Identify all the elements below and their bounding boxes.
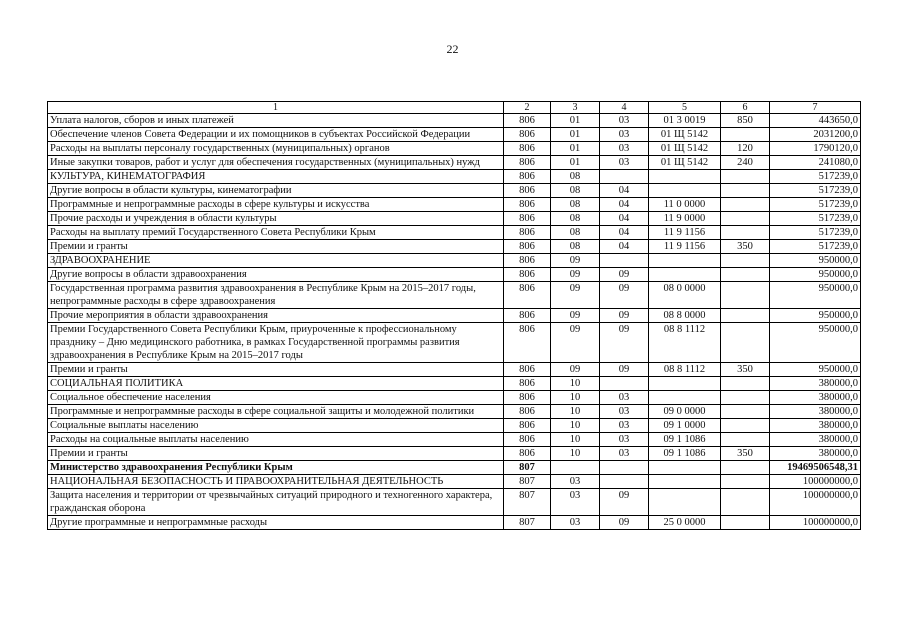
table-row — [48, 226, 861, 240]
row-name-cell: Премии Государственного Совета Республики Крым, приуроченные к профессиональному празднику – Дню медицинского работника, в рамках Государственной программы развития здравоохранения в Республике Крым на 2015–2017 годы — [48, 323, 504, 363]
table-row — [48, 114, 861, 128]
column-header: 6 — [721, 102, 770, 114]
expense-type-cell — [721, 309, 770, 323]
column-header-row — [48, 102, 861, 114]
amount-cell: 380000,0 — [770, 433, 861, 447]
target-item-cell: 11 9 1156 — [649, 226, 721, 240]
target-item-cell — [649, 391, 721, 405]
table-row — [48, 170, 861, 184]
section-cell: 10 — [551, 433, 600, 447]
chapter-code-cell: 806 — [504, 419, 551, 433]
table-row — [48, 309, 861, 323]
expense-type-cell: 120 — [721, 142, 770, 156]
target-item-cell — [649, 377, 721, 391]
chapter-code-cell: 806 — [504, 309, 551, 323]
target-item-cell: 01 Щ 5142 — [649, 156, 721, 170]
amount-cell: 517239,0 — [770, 170, 861, 184]
subsection-cell: 04 — [600, 226, 649, 240]
expense-type-cell — [721, 212, 770, 226]
row-name-cell: Прочие мероприятия в области здравоохранения — [48, 309, 504, 323]
row-name-cell: КУЛЬТУРА, КИНЕМАТОГРАФИЯ — [48, 170, 504, 184]
table-row — [48, 268, 861, 282]
expense-type-cell — [721, 461, 770, 475]
expense-type-cell — [721, 226, 770, 240]
table-row — [48, 282, 861, 309]
chapter-code-cell: 806 — [504, 142, 551, 156]
column-header: 3 — [551, 102, 600, 114]
amount-cell: 950000,0 — [770, 363, 861, 377]
row-name-cell: Расходы на социальные выплаты населению — [48, 433, 504, 447]
subsection-cell: 03 — [600, 142, 649, 156]
row-name-cell: Программные и непрограммные расходы в сфере культуры и искусства — [48, 198, 504, 212]
chapter-code-cell: 806 — [504, 377, 551, 391]
target-item-cell: 09 1 0000 — [649, 419, 721, 433]
amount-cell: 241080,0 — [770, 156, 861, 170]
target-item-cell — [649, 254, 721, 268]
expense-type-cell: 350 — [721, 363, 770, 377]
chapter-code-cell: 806 — [504, 184, 551, 198]
table-row — [48, 405, 861, 419]
expense-type-cell — [721, 128, 770, 142]
chapter-code-cell: 807 — [504, 475, 551, 489]
section-cell: 09 — [551, 254, 600, 268]
subsection-cell: 03 — [600, 128, 649, 142]
expense-type-cell — [721, 489, 770, 516]
amount-cell: 950000,0 — [770, 254, 861, 268]
section-cell: 08 — [551, 198, 600, 212]
amount-cell: 2031200,0 — [770, 128, 861, 142]
budget-table — [47, 101, 861, 530]
section-cell: 03 — [551, 489, 600, 516]
row-name-cell: Социальные выплаты населению — [48, 419, 504, 433]
section-cell: 03 — [551, 475, 600, 489]
amount-cell: 1790120,0 — [770, 142, 861, 156]
expense-type-cell — [721, 475, 770, 489]
subsection-cell — [600, 254, 649, 268]
row-name-cell: СОЦИАЛЬНАЯ ПОЛИТИКА — [48, 377, 504, 391]
target-item-cell: 01 Щ 5142 — [649, 142, 721, 156]
section-cell: 08 — [551, 226, 600, 240]
section-cell: 10 — [551, 377, 600, 391]
page-number: 22 — [446, 42, 459, 56]
subsection-cell: 04 — [600, 198, 649, 212]
target-item-cell: 25 0 0000 — [649, 516, 721, 530]
target-item-cell: 09 1 1086 — [649, 447, 721, 461]
expense-type-cell — [721, 323, 770, 363]
amount-cell: 517239,0 — [770, 240, 861, 254]
table-body — [48, 114, 861, 530]
table-row — [48, 516, 861, 530]
chapter-code-cell: 806 — [504, 363, 551, 377]
table-row — [48, 184, 861, 198]
row-name-cell: Уплата налогов, сборов и иных платежей — [48, 114, 504, 128]
target-item-cell: 01 Щ 5142 — [649, 128, 721, 142]
table-row — [48, 212, 861, 226]
expense-type-cell: 240 — [721, 156, 770, 170]
subsection-cell: 03 — [600, 433, 649, 447]
amount-cell: 950000,0 — [770, 309, 861, 323]
section-cell: 10 — [551, 447, 600, 461]
chapter-code-cell: 806 — [504, 198, 551, 212]
row-name-cell: ЗДРАВООХРАНЕНИЕ — [48, 254, 504, 268]
amount-cell: 950000,0 — [770, 268, 861, 282]
section-cell: 08 — [551, 170, 600, 184]
target-item-cell — [649, 475, 721, 489]
target-item-cell — [649, 170, 721, 184]
target-item-cell: 08 8 0000 — [649, 309, 721, 323]
section-cell: 08 — [551, 212, 600, 226]
amount-cell: 380000,0 — [770, 377, 861, 391]
expense-type-cell: 850 — [721, 114, 770, 128]
table-row — [48, 447, 861, 461]
amount-cell: 950000,0 — [770, 323, 861, 363]
row-name-cell: Премии и гранты — [48, 447, 504, 461]
chapter-code-cell: 806 — [504, 114, 551, 128]
table-row — [48, 433, 861, 447]
amount-cell: 517239,0 — [770, 184, 861, 198]
chapter-code-cell: 806 — [504, 254, 551, 268]
row-name-cell: Министерство здравоохранения Республики Крым — [48, 461, 504, 475]
row-name-cell: Другие вопросы в области культуры, кинематографии — [48, 184, 504, 198]
table-row — [48, 142, 861, 156]
subsection-cell: 09 — [600, 268, 649, 282]
amount-cell: 380000,0 — [770, 419, 861, 433]
chapter-code-cell: 806 — [504, 156, 551, 170]
target-item-cell — [649, 268, 721, 282]
row-name-cell: Расходы на выплаты персоналу государственных (муниципальных) органов — [48, 142, 504, 156]
chapter-code-cell: 807 — [504, 516, 551, 530]
subsection-cell: 03 — [600, 114, 649, 128]
amount-cell: 100000000,0 — [770, 489, 861, 516]
expense-type-cell — [721, 391, 770, 405]
row-name-cell: Премии и гранты — [48, 363, 504, 377]
section-cell: 01 — [551, 142, 600, 156]
subsection-cell: 03 — [600, 419, 649, 433]
row-name-cell: Иные закупки товаров, работ и услуг для обеспечения государственных (муниципальных) нужд — [48, 156, 504, 170]
column-header: 4 — [600, 102, 649, 114]
subsection-cell: 09 — [600, 363, 649, 377]
section-cell: 10 — [551, 405, 600, 419]
chapter-code-cell: 806 — [504, 268, 551, 282]
row-name-cell: Другие вопросы в области здравоохранения — [48, 268, 504, 282]
table-row — [48, 391, 861, 405]
chapter-code-cell: 806 — [504, 323, 551, 363]
subsection-cell: 03 — [600, 447, 649, 461]
table-row — [48, 475, 861, 489]
section-cell: 08 — [551, 184, 600, 198]
amount-cell: 100000000,0 — [770, 475, 861, 489]
row-name-cell: Программные и непрограммные расходы в сфере социальной защиты и молодежной политики — [48, 405, 504, 419]
target-item-cell: 11 9 1156 — [649, 240, 721, 254]
chapter-code-cell: 806 — [504, 433, 551, 447]
column-header: 2 — [504, 102, 551, 114]
table-row — [48, 461, 861, 475]
chapter-code-cell: 806 — [504, 226, 551, 240]
subsection-cell: 09 — [600, 323, 649, 363]
table-row — [48, 377, 861, 391]
section-cell: 01 — [551, 156, 600, 170]
chapter-code-cell: 806 — [504, 447, 551, 461]
chapter-code-cell: 806 — [504, 282, 551, 309]
subsection-cell: 04 — [600, 184, 649, 198]
subsection-cell: 04 — [600, 212, 649, 226]
chapter-code-cell: 807 — [504, 461, 551, 475]
expense-type-cell: 350 — [721, 240, 770, 254]
row-name-cell: Расходы на выплату премий Государственного Совета Республики Крым — [48, 226, 504, 240]
target-item-cell: 01 3 0019 — [649, 114, 721, 128]
target-item-cell: 08 0 0000 — [649, 282, 721, 309]
section-cell: 10 — [551, 419, 600, 433]
expense-type-cell — [721, 405, 770, 419]
column-header: 5 — [649, 102, 721, 114]
subsection-cell — [600, 170, 649, 184]
amount-cell: 380000,0 — [770, 391, 861, 405]
table-row — [48, 254, 861, 268]
expense-type-cell — [721, 282, 770, 309]
amount-cell: 950000,0 — [770, 282, 861, 309]
section-cell: 09 — [551, 282, 600, 309]
chapter-code-cell: 806 — [504, 391, 551, 405]
amount-cell: 380000,0 — [770, 405, 861, 419]
subsection-cell — [600, 377, 649, 391]
amount-cell: 517239,0 — [770, 212, 861, 226]
row-name-cell: НАЦИОНАЛЬНАЯ БЕЗОПАСНОСТЬ И ПРАВООХРАНИТЕЛЬНАЯ ДЕЯТЕЛЬНОСТЬ — [48, 475, 504, 489]
table-row — [48, 128, 861, 142]
amount-cell: 380000,0 — [770, 447, 861, 461]
table-row — [48, 156, 861, 170]
amount-cell: 19469506548,31 — [770, 461, 861, 475]
amount-cell: 517239,0 — [770, 198, 861, 212]
amount-cell: 517239,0 — [770, 226, 861, 240]
section-cell: 08 — [551, 240, 600, 254]
section-cell — [551, 461, 600, 475]
table-row — [48, 240, 861, 254]
target-item-cell: 11 9 0000 — [649, 212, 721, 226]
chapter-code-cell: 806 — [504, 128, 551, 142]
section-cell: 09 — [551, 309, 600, 323]
table-row — [48, 419, 861, 433]
target-item-cell — [649, 489, 721, 516]
subsection-cell — [600, 461, 649, 475]
section-cell: 09 — [551, 323, 600, 363]
chapter-code-cell: 807 — [504, 489, 551, 516]
section-cell: 09 — [551, 268, 600, 282]
section-cell: 10 — [551, 391, 600, 405]
section-cell: 01 — [551, 128, 600, 142]
row-name-cell: Обеспечение членов Совета Федерации и их помощников в субъектах Российской Федерации — [48, 128, 504, 142]
target-item-cell — [649, 461, 721, 475]
row-name-cell: Другие программные и непрограммные расходы — [48, 516, 504, 530]
expense-type-cell — [721, 433, 770, 447]
expense-type-cell — [721, 377, 770, 391]
subsection-cell: 03 — [600, 156, 649, 170]
expense-type-cell — [721, 254, 770, 268]
row-name-cell: Социальное обеспечение населения — [48, 391, 504, 405]
subsection-cell: 03 — [600, 391, 649, 405]
chapter-code-cell: 806 — [504, 405, 551, 419]
section-cell: 09 — [551, 363, 600, 377]
subsection-cell: 09 — [600, 282, 649, 309]
subsection-cell: 04 — [600, 240, 649, 254]
amount-cell: 100000000,0 — [770, 516, 861, 530]
chapter-code-cell: 806 — [504, 240, 551, 254]
subsection-cell: 09 — [600, 309, 649, 323]
subsection-cell: 09 — [600, 516, 649, 530]
target-item-cell: 11 0 0000 — [649, 198, 721, 212]
chapter-code-cell: 806 — [504, 170, 551, 184]
subsection-cell: 09 — [600, 489, 649, 516]
expense-type-cell — [721, 419, 770, 433]
amount-cell: 443650,0 — [770, 114, 861, 128]
row-name-cell: Защита населения и территории от чрезвычайных ситуаций природного и техногенного характера, гражданская оборона — [48, 489, 504, 516]
table-row — [48, 489, 861, 516]
table-row — [48, 363, 861, 377]
target-item-cell: 08 8 1112 — [649, 323, 721, 363]
column-header: 1 — [48, 102, 504, 114]
row-name-cell: Государственная программа развития здравоохранения в Республике Крым на 2015–2017 годы, непрограммные расходы в сфере здравоохранения — [48, 282, 504, 309]
section-cell: 01 — [551, 114, 600, 128]
table-row — [48, 323, 861, 363]
target-item-cell: 09 1 1086 — [649, 433, 721, 447]
expense-type-cell — [721, 268, 770, 282]
target-item-cell: 08 8 1112 — [649, 363, 721, 377]
chapter-code-cell: 806 — [504, 212, 551, 226]
expense-type-cell — [721, 198, 770, 212]
expense-type-cell — [721, 184, 770, 198]
subsection-cell: 03 — [600, 405, 649, 419]
expense-type-cell — [721, 516, 770, 530]
column-header: 7 — [770, 102, 861, 114]
target-item-cell: 09 0 0000 — [649, 405, 721, 419]
target-item-cell — [649, 184, 721, 198]
row-name-cell: Премии и гранты — [48, 240, 504, 254]
table-row — [48, 198, 861, 212]
subsection-cell — [600, 475, 649, 489]
expense-type-cell: 350 — [721, 447, 770, 461]
row-name-cell: Прочие расходы и учреждения в области культуры — [48, 212, 504, 226]
section-cell: 03 — [551, 516, 600, 530]
expense-type-cell — [721, 170, 770, 184]
